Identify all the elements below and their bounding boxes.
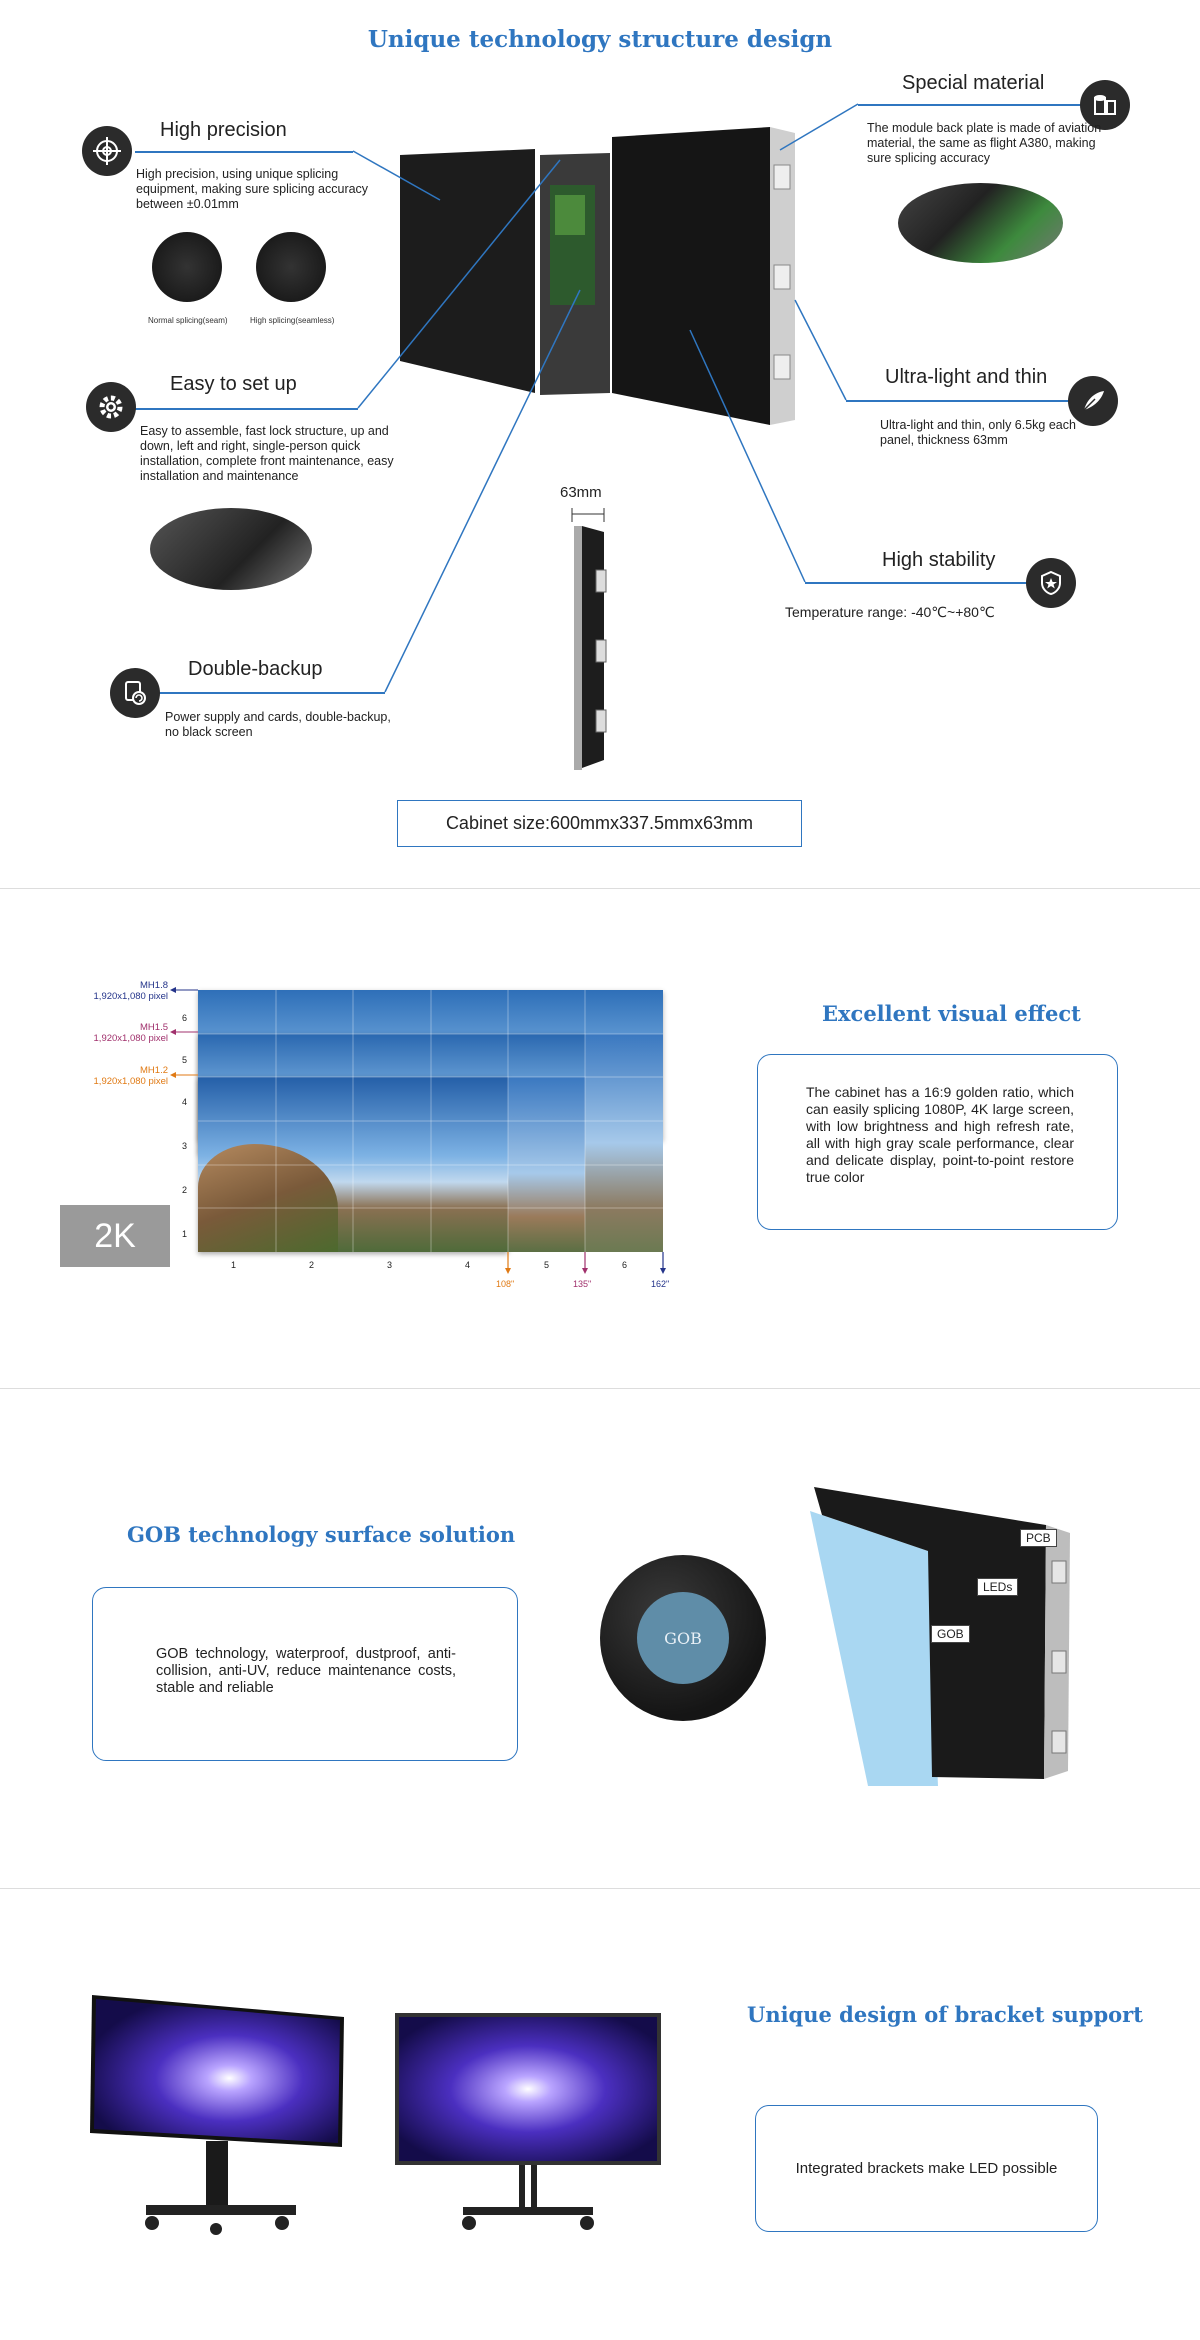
- x-tick-4: 4: [465, 1260, 471, 1270]
- structure-title: Unique technology structure design: [367, 26, 833, 53]
- tag-pcb: PCB: [1020, 1529, 1057, 1547]
- bracket-text: Integrated brackets make LED possible: [795, 2160, 1058, 2177]
- normal-splicing-caption: Normal splicing(seam): [148, 316, 228, 325]
- gob-inner-circle: [637, 1592, 729, 1684]
- gob-text: GOB technology, waterproof, dustproof, anti-collision, anti-UV, reduce maintenance costs, stable and reliable: [156, 1646, 456, 1696]
- label-mh12-name: MH1.2: [140, 1065, 168, 1076]
- label-mh18-name: MH1.8: [140, 980, 168, 991]
- gob-section: [0, 1389, 1200, 1888]
- cabinet-size-text: Cabinet size:600mmx337.5mmx63mm: [445, 813, 754, 833]
- normal-splicing-image: [152, 232, 222, 302]
- easy-setup-title: Easy to set up: [170, 373, 297, 395]
- double-backup-title: Double-backup: [188, 658, 323, 680]
- thickness-label: 63mm: [560, 484, 602, 501]
- screen-gridlines: [198, 990, 663, 1252]
- y-tick-4: 4: [182, 1097, 188, 1107]
- gob-text-box: [92, 1587, 518, 1761]
- high-precision-title: High precision: [160, 119, 287, 141]
- y-tick-5: 5: [182, 1055, 188, 1065]
- size-108: 108": [496, 1279, 515, 1289]
- tag-leds: LEDs: [977, 1578, 1018, 1596]
- label-mh15-name: MH1.5: [140, 1022, 168, 1033]
- label-mh15: [82, 1022, 168, 1044]
- gob-title: GOB technology surface solution: [127, 1522, 516, 1547]
- badge-2k: [60, 1205, 170, 1267]
- special-material-text: The module back plate is made of aviation material, the same as flight A380, making sure splicing accuracy: [867, 121, 1102, 165]
- y-tick-3: 3: [182, 1141, 188, 1151]
- easy-setup-text: Easy to assemble, fast lock structure, up and down, left and right, single-person quick installation, complete front maintenance, easy installation and maintenance: [140, 424, 394, 483]
- ultra-light-text: Ultra-light and thin, only 6.5kg each panel, thickness 63mm: [880, 418, 1076, 447]
- visual-section: [0, 889, 1200, 1388]
- side-profile: [560, 500, 620, 772]
- high-splicing-caption: High splicing(seamless): [250, 316, 335, 325]
- double-backup-text: Power supply and cards, double-backup, no black screen: [165, 710, 391, 739]
- high-splicing-image: [256, 232, 326, 302]
- bracket-section: [0, 1889, 1200, 2340]
- gear-icon: [86, 382, 136, 432]
- x-tick-5: 5: [544, 1260, 550, 1270]
- x-tick-3: 3: [387, 1260, 393, 1270]
- backup-icon: [110, 668, 160, 718]
- shield-icon: [1026, 558, 1076, 608]
- special-material-image: [898, 183, 1063, 263]
- badge-2k-text: 2K: [94, 1216, 136, 1255]
- easy-setup-image: [150, 508, 312, 590]
- visual-text: The cabinet has a 16:9 golden ratio, which can easily splicing 1080P, 4K large screen, with low brightness and high refresh rate, all with high gray scale performance, clear and delicate display, point-to-point restore true color: [806, 1084, 1074, 1185]
- label-arrows: [168, 984, 198, 1084]
- x-tick-1: 1: [231, 1260, 237, 1270]
- size-162: 162": [651, 1279, 670, 1289]
- label-mh12: [82, 1065, 168, 1087]
- gob-circle: [600, 1555, 766, 1721]
- label-mh15-res: 1,920x1,080 pixel: [93, 1033, 168, 1044]
- bracket-display-left: [86, 1991, 356, 2236]
- y-tick-6: 6: [182, 1013, 188, 1023]
- gob-circle-label: GOB: [664, 1628, 702, 1648]
- visual-text-box: [757, 1054, 1118, 1230]
- ultra-light-title: Ultra-light and thin: [885, 366, 1048, 388]
- structure-section: [0, 0, 1200, 888]
- visual-title: Excellent visual effect: [822, 1001, 1081, 1026]
- special-material-title: Special material: [902, 72, 1045, 94]
- y-tick-1: 1: [182, 1229, 188, 1239]
- high-stability-title: High stability: [882, 549, 996, 571]
- high-precision-text: High precision, using unique splicing equipment, making sure splicing accuracy between ±0.01mm: [136, 167, 369, 211]
- label-mh18-res: 1,920x1,080 pixel: [93, 991, 168, 1002]
- x-tick-2: 2: [309, 1260, 315, 1270]
- tag-gob: GOB: [931, 1625, 970, 1643]
- size-135: 135": [573, 1279, 592, 1289]
- label-mh18: [82, 980, 168, 1002]
- cabinet-size-box: [397, 800, 802, 847]
- high-stability-text: Temperature range: -40℃~+80℃: [785, 604, 995, 620]
- x-tick-6: 6: [622, 1260, 628, 1270]
- label-mh12-res: 1,920x1,080 pixel: [93, 1076, 168, 1087]
- y-tick-2: 2: [182, 1185, 188, 1195]
- bracket-title: Unique design of bracket support: [747, 2002, 1143, 2027]
- bracket-text-box: [755, 2105, 1098, 2232]
- bracket-display-right: [393, 2011, 663, 2236]
- crosshair-icon: [82, 126, 132, 176]
- size-arrows: [498, 1252, 678, 1282]
